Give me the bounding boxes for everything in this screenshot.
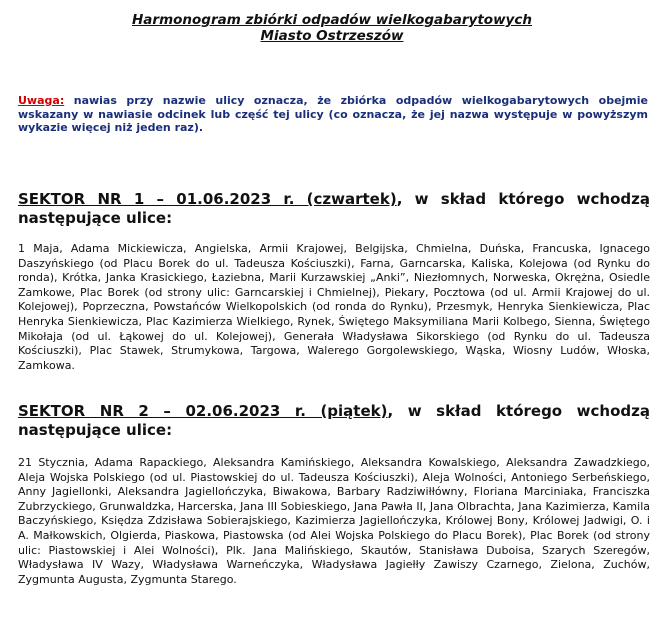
document-subtitle: Miasto Ostrzeszów bbox=[260, 28, 404, 44]
sector-2-street-list: 21 Stycznia, Adama Rapackiego, Aleksandra Kamińskiego, Aleksandra Kowalskiego, Aleksandra Zawadzkiego, Aleja Wojska Polskiego (od ul. Piastowskiej do ul. Tadeusza Kościuszki), Aleja Wolności, Antoniego Serbeńskiego, Anny Jagiellonki, Aleksandra Jagiellończyka, Biwakowa, Barbary Radziwiłłówny, Floriana Marciniaka, Franciszka Zubrzyckiego, Grunwaldzka, Harcerska, Jana III Sobieskiego, Jana Pawła II, Jana Olbrachta, Jana Kazimierza, Kamila Baczyńskiego, Księdza Zdzisława Sobierajskiego, Kazimierza Jagiellończyka, Królowej Bony, Królowej Jadwigi, O. i A. Małkowskich, Olgierda, Piaskowa, Piastowska (od Alei Wojska Polskiego do Placu Borek), Plac Borek (od strony ulic: Piastowskiej i Alei Wolności), Plk. Jana Malińskiego, Skautów, Stanisława Duboisa, Szarych Szeregów, Władysława IV Wazy, Władysława Warneńczyka, Władysława Jagiełły Zawiszy Czarnego, Zielona, Zuchów, Zygmunta Augusta, Zygmunta Starego. bbox=[18, 456, 650, 586]
document-title: Harmonogram zbiórki odpadów wielkogabarytowych bbox=[132, 12, 532, 28]
note-text: nawias przy nazwie ulicy oznacza, że zbiórka odpadów wielkogabarytowych obejmie wskazany w nawiasie odcinek lub część tej ulicy (co oznacza, że jej nazwa występuje w powyższym wykazie więcej niż jeden raz). bbox=[18, 94, 648, 134]
sector-1-heading bbox=[18, 190, 650, 228]
sector-1-title: SEKTOR NR 1 – 01.06.2023 r. (czwartek) bbox=[18, 190, 397, 208]
note-paragraph bbox=[18, 94, 648, 135]
note-label: Uwaga: bbox=[18, 94, 65, 107]
sector-2-title: SEKTOR NR 2 – 02.06.2023 r. (piątek) bbox=[18, 402, 388, 420]
sector-2-heading-suffix: , w skład którego wchodzą następujące ulice: bbox=[18, 402, 650, 439]
sector-1-heading-suffix: , w skład którego wchodzą następujące ulice: bbox=[18, 190, 650, 227]
sector-1-street-list: 1 Maja, Adama Mickiewicza, Angielska, Armii Krajowej, Belgijska, Chmielna, Duńska, Francuska, Ignacego Daszyńskiego (od Placu Borek do ul. Tadeusza Kościuszki), Farna, Garncarska, Kaliska, Kolejowa (od Rynku do ronda), Krótka, Janka Krasickiego, Łaziebna, Marii Kurzawskiej „Anki”, Niezłomnych, Norweska, Okrężna, Osiedle Zamkowe, Plac Borek (od strony ulic: Garncarskiej i Chmielnej), Piekary, Pocztowa (od ul. Armii Krajowej do ul. Kolejowej), Poprzeczna, Powstańców Wielkopolskich (od ronda do Rynku), Przesmyk, Henryka Sienkiewicza, Plac Henryka Sienkiewicza, Plac Kazimierza Wielkiego, Rynek, Świętego Maksymiliana Marii Kolbego, Sienna, Świętego Mikołaja (od ul. Łąkowej do ul. Kolejowej), Generała Władysława Sikorskiego (od Rynku do ul. Tadeusza Kościuszki), Plac Stawek, Strumykowa, Targowa, Walerego Gorgolewskiego, Wąska, Wiosny Ludów, Włoska, Zamkowa. bbox=[18, 242, 650, 372]
sector-2-heading bbox=[18, 402, 650, 440]
